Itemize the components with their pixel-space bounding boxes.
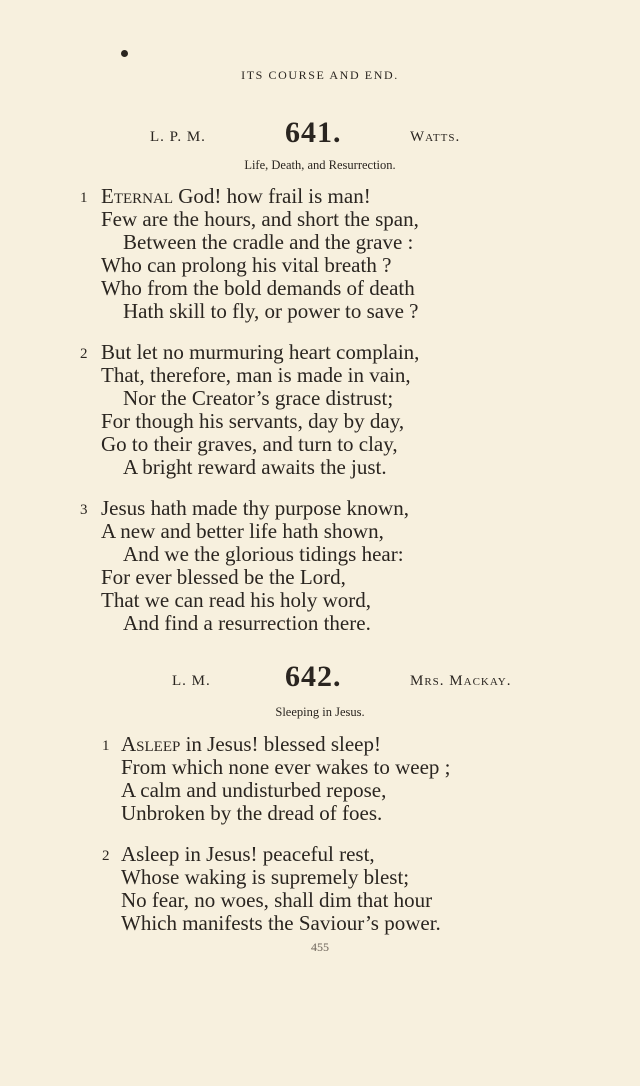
hymn-number: 641. — [285, 116, 342, 149]
stanza-number: 1 — [80, 190, 88, 206]
verse-line: Between the cradle and the grave : — [123, 230, 414, 254]
verse-first-word: Eternal — [101, 184, 173, 208]
verse-line: For ever blessed be the Lord, — [101, 565, 346, 589]
stanza-number: 1 — [102, 738, 110, 754]
verse-line: Go to their graves, and turn to clay, — [101, 432, 398, 456]
verse-line: Who from the bold demands of death — [101, 276, 415, 300]
verse-line: Hath skill to fly, or power to save ? — [123, 299, 419, 323]
verse-first-word: Asleep — [121, 732, 181, 756]
verse-line: Who can prolong his vital breath ? — [101, 253, 392, 277]
verse-line: That, therefore, man is made in vain, — [101, 363, 411, 387]
stanza-number: 3 — [80, 502, 88, 518]
hymn-meter: L. M. — [172, 673, 211, 689]
verse-line — [121, 732, 381, 756]
verse-line: Few are the hours, and short the span, — [101, 207, 419, 231]
running-head: ITS COURSE AND END. — [241, 68, 399, 82]
hymn-author: Watts. — [410, 129, 461, 145]
page-number: 455 — [311, 940, 329, 954]
verse-line: No fear, no woes, shall dim that hour — [121, 888, 433, 912]
hymn-author: Mrs. Mackay. — [410, 673, 512, 689]
verse-line: Nor the Creator’s grace distrust; — [123, 386, 394, 410]
verse-line: And we the glorious tidings hear: — [123, 542, 404, 566]
verse-line: Whose waking is supremely blest; — [121, 865, 410, 889]
hymn-number: 642. — [285, 660, 342, 693]
verse-line: Which manifests the Saviour’s power. — [121, 911, 441, 935]
hymn-meter: L. P. M. — [150, 129, 206, 145]
verse-line-rest: in Jesus! blessed sleep! — [180, 732, 381, 756]
verse-line: A new and better life hath shown, — [101, 519, 384, 543]
verse-line: Jesus hath made thy purpose known, — [101, 496, 409, 520]
verse-line: And find a resurrection there. — [123, 611, 371, 635]
verse-line: A calm and undisturbed repose, — [121, 778, 387, 802]
verse-line: That we can read his holy word, — [101, 588, 371, 612]
verse-line: For though his servants, day by day, — [101, 409, 405, 433]
hymn-header-642 — [0, 662, 640, 692]
stanza-number: 2 — [80, 346, 88, 362]
hymn-subtitle: Life, Death, and Resurrection. — [244, 158, 396, 172]
verse-line: From which none ever wakes to weep ; — [121, 755, 451, 779]
verse-line: But let no murmuring heart complain, — [101, 340, 420, 364]
verse-line: Asleep in Jesus! peaceful rest, — [121, 842, 375, 866]
ink-dot — [121, 50, 128, 57]
hymn-subtitle: Sleeping in Jesus. — [275, 705, 365, 719]
verse-line: A bright reward awaits the just. — [123, 455, 387, 479]
verse-line-rest: God! how frail is man! — [173, 184, 371, 208]
verse-line: Unbroken by the dread of foes. — [121, 801, 383, 825]
hymn-header-641 — [0, 118, 640, 148]
verse-line — [101, 184, 371, 208]
stanza-number: 2 — [102, 848, 110, 864]
